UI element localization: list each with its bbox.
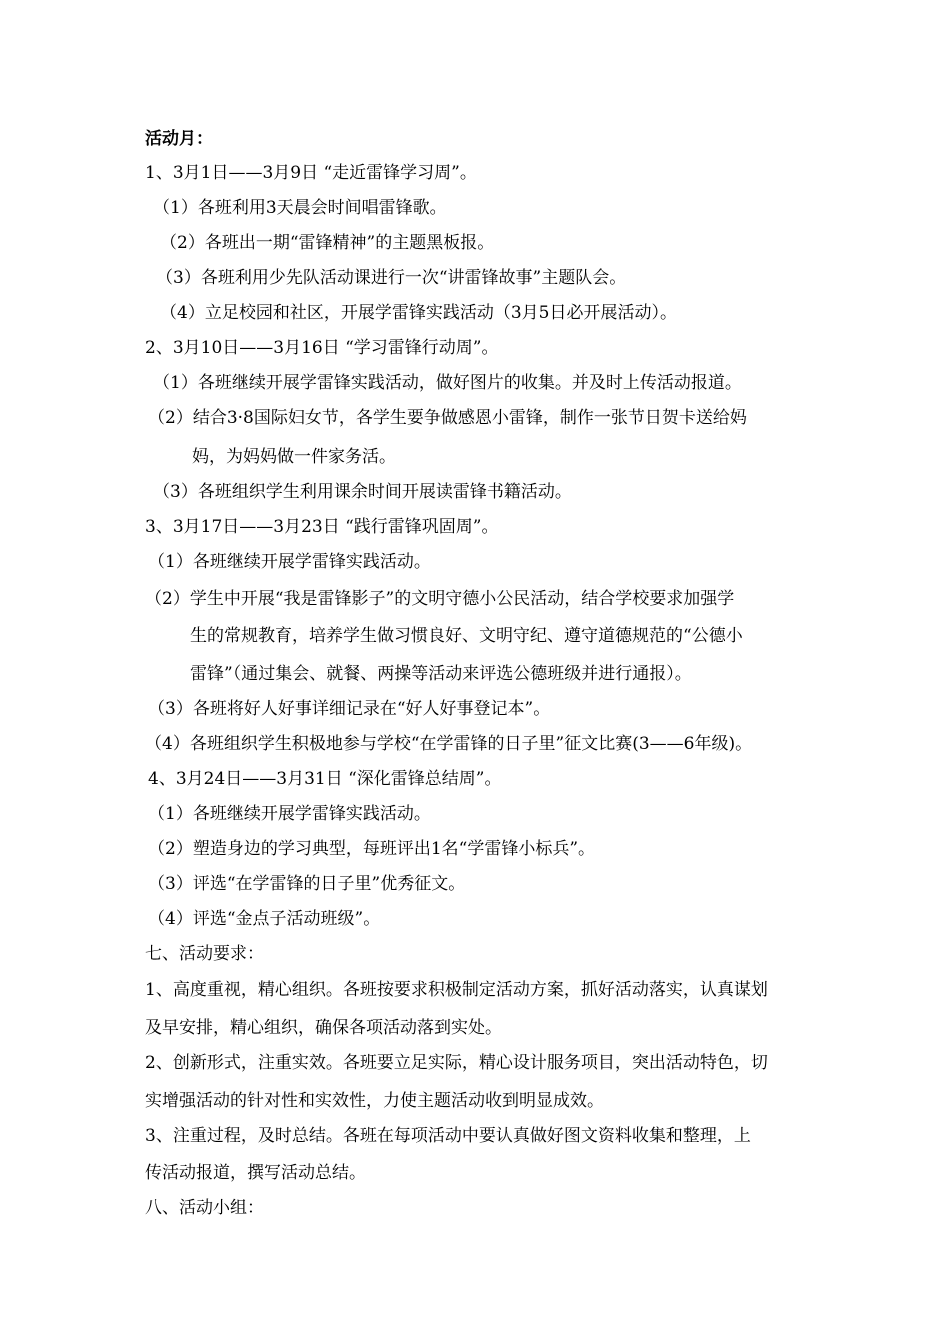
week1-item-4: （4）立足校园和社区，开展学雷锋实践活动（3月5日必开展活动）。: [160, 303, 677, 323]
week3-item-2-line-2: 生的常规教育，培养学生做习惯良好、文明守纪、遵守道德规范的“公德小: [190, 626, 743, 646]
week3-item-2-line-3: 雷锋”（通过集会、就餐、两操等活动来评选公德班级并进行通报）。: [190, 664, 692, 684]
week4-item-3: （3）评选“在学雷锋的日子里”优秀征文。: [148, 874, 466, 894]
week2-item-2-line-1: （2）结合3·8国际妇女节，各学生要争做感恩小雷锋，制作一张节日贺卡送给妈: [148, 408, 747, 428]
week2-item-2-line-2: 妈，为妈妈做一件家务活。: [192, 447, 396, 467]
requirement-3-line-1: 3、注重过程，及时总结。各班在每项活动中要认真做好图文资料收集和整理，上: [145, 1126, 751, 1146]
section-8-heading: 八、活动小组：: [145, 1198, 264, 1218]
week4-item-2: （2）塑造身边的学习典型，每班评出1名“学雷锋小标兵”。: [148, 839, 596, 859]
week2-item-3: （3）各班组织学生利用课余时间开展读雷锋书籍活动。: [153, 482, 572, 502]
week2-item-1: （1）各班继续开展学雷锋实践活动，做好图片的收集。并及时上传活动报道。: [153, 373, 742, 393]
week1-item-3: （3）各班利用少先队活动课进行一次“讲雷锋故事”主题队会。: [156, 268, 627, 288]
week4-item-1: （1）各班继续开展学雷锋实践活动。: [148, 804, 431, 824]
week3-item-2-line-1: （2）学生中开展“我是雷锋影子”的文明守德小公民活动，结合学校要求加强学: [145, 589, 735, 609]
requirement-2-line-2: 实增强活动的针对性和实效性，力使主题活动收到明显成效。: [145, 1091, 604, 1111]
week3-item-4: （4）各班组织学生积极地参与学校“在学雷锋的日子里”征文比赛(3——6年级)。: [145, 734, 753, 754]
week1-title: 1、3月1日——3月9日 “走近雷锋学习周”。: [145, 163, 477, 183]
requirement-3-line-2: 传活动报道，撰写活动总结。: [145, 1163, 366, 1183]
week3-item-1: （1）各班继续开展学雷锋实践活动。: [148, 552, 431, 572]
section-heading: 活动月：: [145, 129, 213, 149]
requirement-1-line-1: 1、高度重视，精心组织。各班按要求积极制定活动方案，抓好活动落实，认真谋划: [145, 980, 768, 1000]
requirement-1-line-2: 及早安排，精心组织，确保各项活动落到实处。: [145, 1018, 502, 1038]
week1-item-2: （2）各班出一期“雷锋精神”的主题黑板报。: [160, 233, 495, 253]
week3-item-3: （3）各班将好人好事详细记录在“好人好事登记本”。: [148, 699, 551, 719]
week4-title: 4、3月24日——3月31日 “深化雷锋总结周”。: [148, 769, 502, 789]
week4-item-4: （4）评选“金点子活动班级”。: [148, 909, 381, 929]
week3-title: 3、3月17日——3月23日 “践行雷锋巩固周”。: [145, 517, 499, 537]
week1-item-1: （1）各班利用3天晨会时间唱雷锋歌。: [153, 198, 447, 218]
requirement-2-line-1: 2、创新形式，注重实效。各班要立足实际，精心设计服务项目，突出活动特色，切: [145, 1053, 768, 1073]
section-7-heading: 七、活动要求：: [145, 944, 264, 964]
week2-title: 2、3月10日——3月16日 “学习雷锋行动周”。: [145, 338, 499, 358]
